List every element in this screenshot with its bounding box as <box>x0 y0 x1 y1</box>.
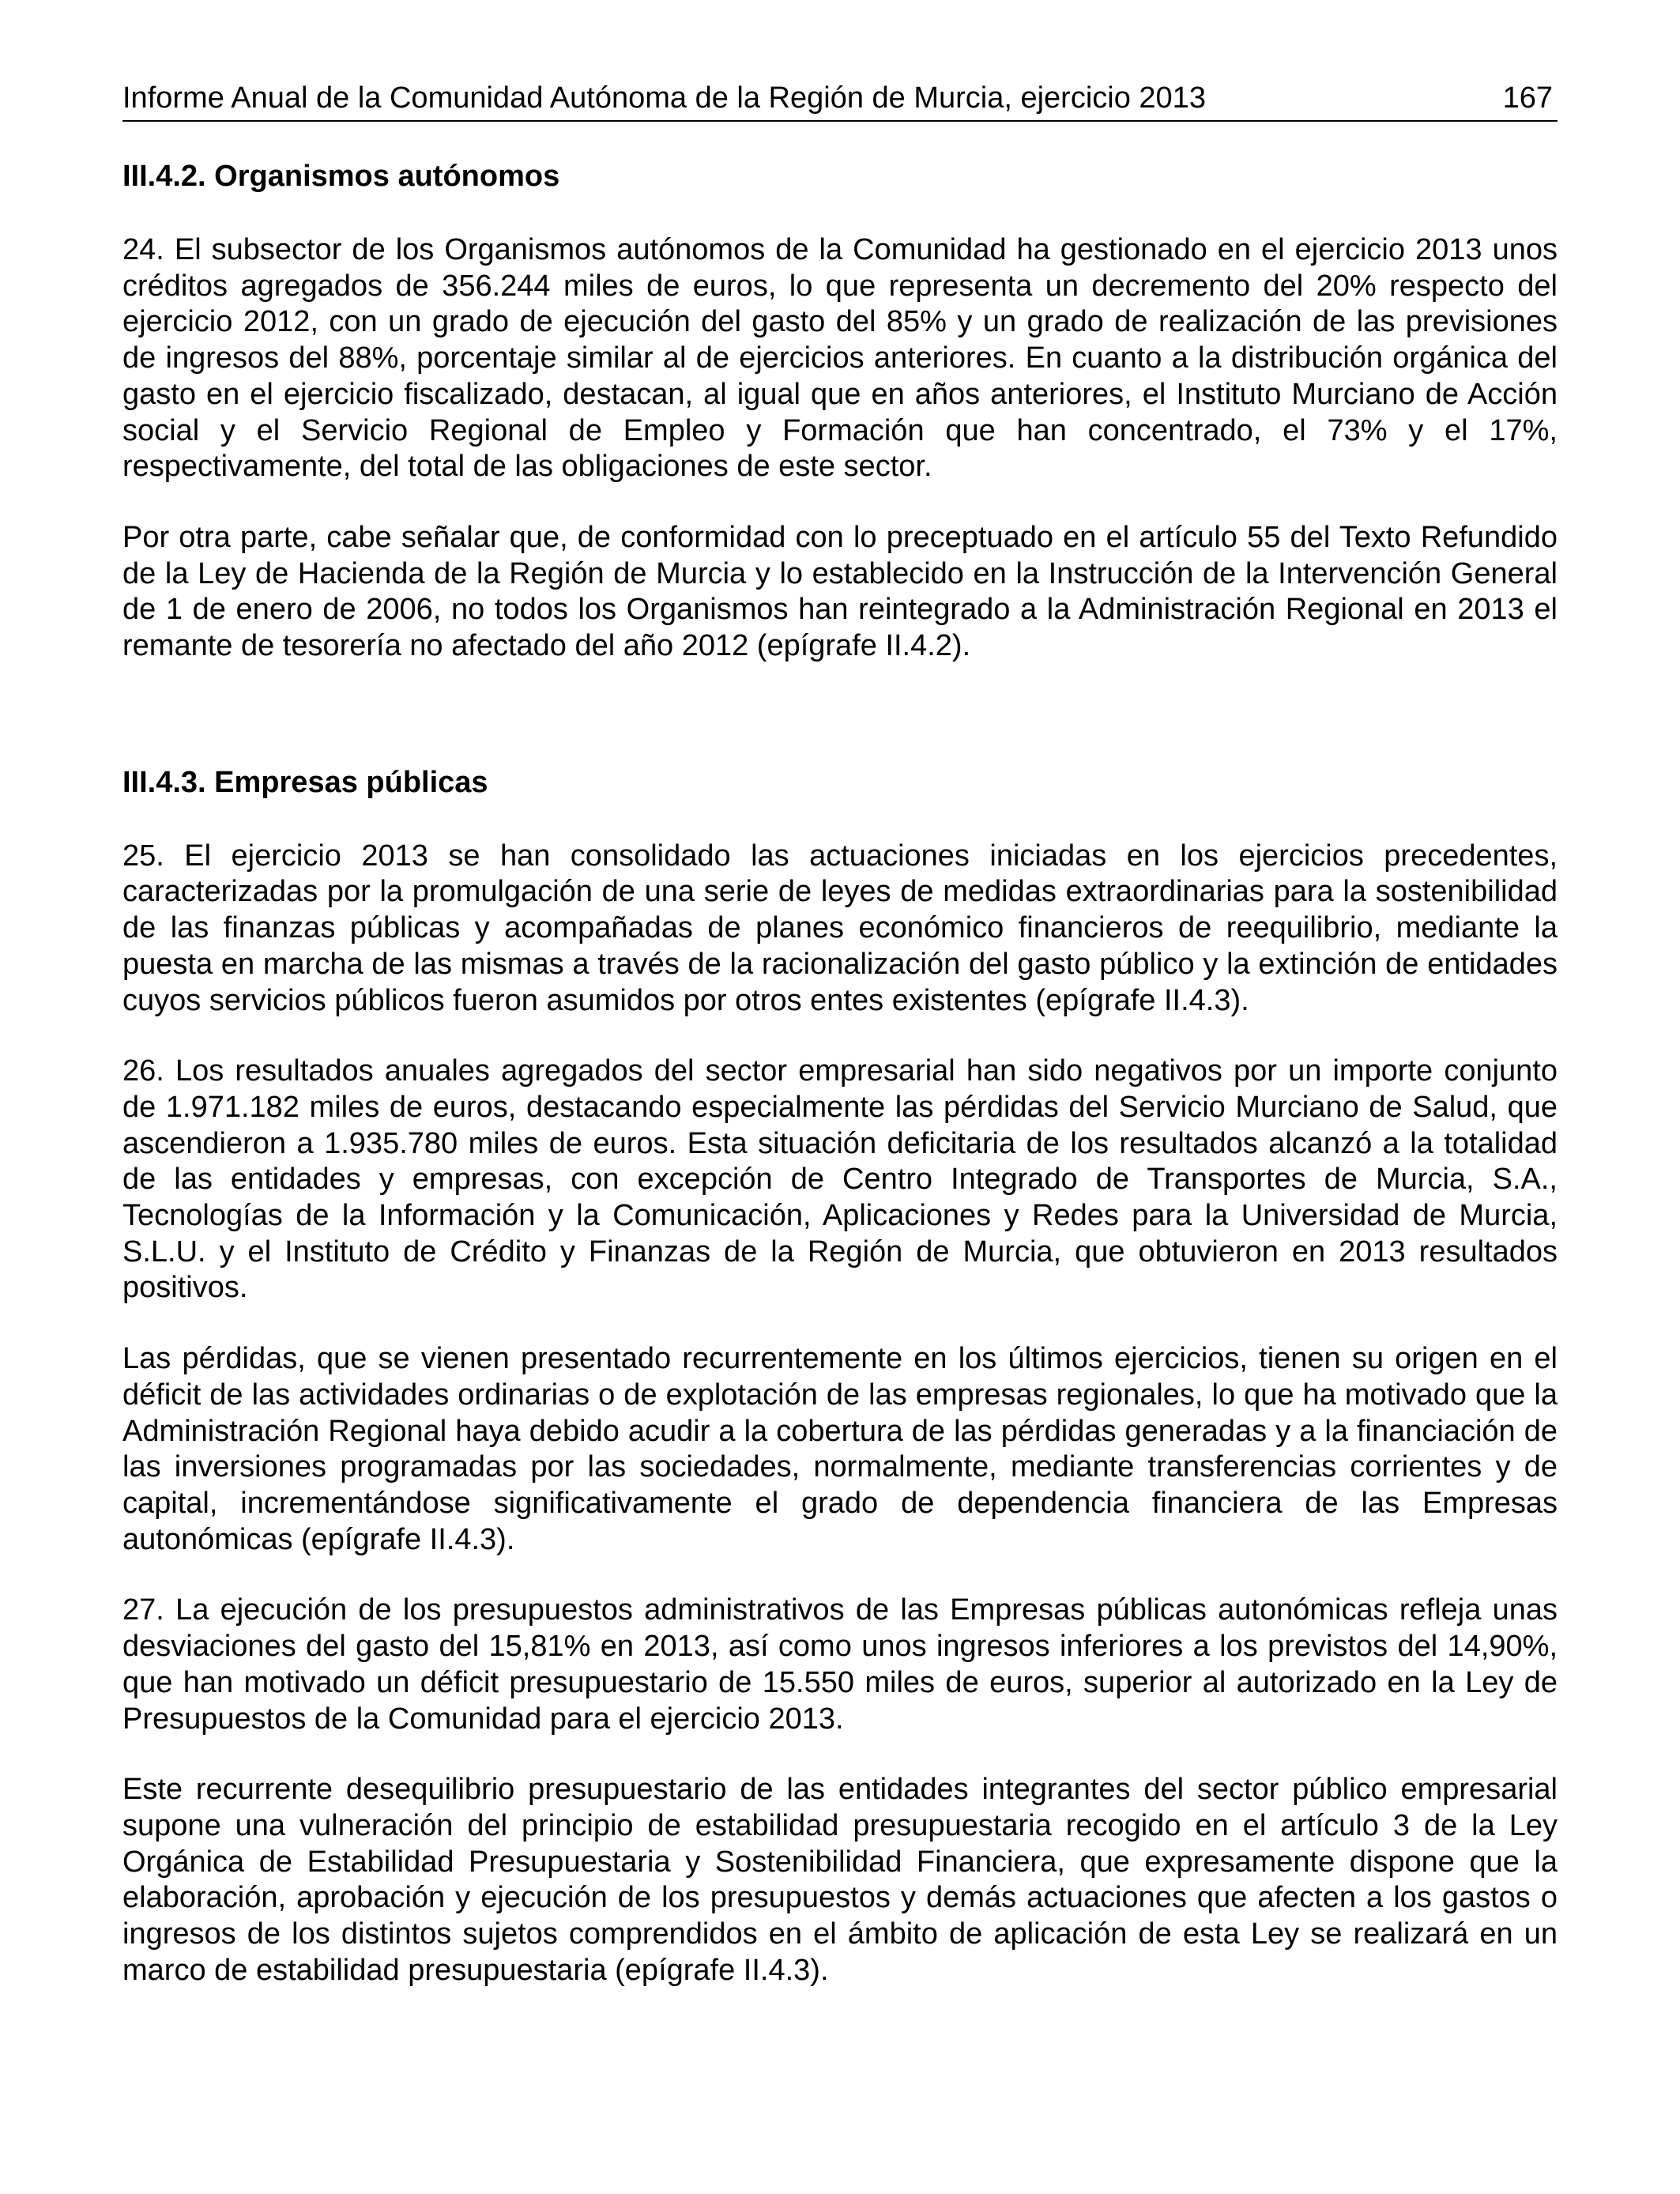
paragraph-27: 27. La ejecución de los presupuestos administrativos de las Empresas públicas autonómicas refleja unas desviaciones del gasto del 15,81% en 2013, así como unos ingresos inferiores a los previstos del 14,90%, que han motivado un déficit presupuestario de 15.550 miles de euros, superior al autorizado en la Ley de Presupuestos de la Comunidad para el ejercicio 2013. <box>122 1593 1558 1736</box>
paragraph-perdidas: Las pérdidas, que se vienen presentado recurrentemente en los últimos ejercicios, tienen su origen en el déficit de las actividades ordinarias o de explotación de las empresas regionales, lo que ha motivado que la Administración Regional haya debido acudir a la cobertura de las pérdidas generadas y a la financiación de las inversiones programadas por las sociedades, normalmente, mediante transferencias corrientes y de capital, incrementándose significativamente el grado de dependencia financiera de las Empresas autonómicas (epígrafe II.4.3). <box>122 1342 1558 1556</box>
section-heading-empresas: III.4.3. Empresas públicas <box>122 765 488 799</box>
paragraph-remanente: Por otra parte, cabe señalar que, de conformidad con lo preceptuado en el artículo 55 del Texto Refundido de la Ley de Hacienda de la Región de Murcia y lo establecido en la Instrucción de la Intervención General de 1 de enero de 2006, no todos los Organismos han reintegrado a la Administración Regional en 2013 el remante de tesorería no afectado del año 2012 (epígrafe II.4.2). <box>122 520 1558 663</box>
paragraph-desequilibrio: Este recurrente desequilibrio presupuestario de las entidades integrantes del sector público empresarial supone una vulneración del principio de estabilidad presupuestaria recogido en el artículo 3 de la Ley Orgánica de Estabilidad Presupuestaria y Sostenibilidad Financiera, que expresamente dispone que la elaboración, aprobación y ejecución de los presupuestos y demás actuaciones que afecten a los gastos o ingresos de los distintos sujetos comprendidos en el ámbito de aplicación de esta Ley se realizará en un marco de estabilidad presupuestaria (epígrafe II.4.3). <box>122 1773 1558 1987</box>
report-title: Informe Anual de la Comunidad Autónoma de la Región de Murcia, ejercicio 2013 <box>122 81 1206 115</box>
running-header <box>122 76 1558 122</box>
paragraph-26: 26. Los resultados anuales agregados del sector empresarial han sido negativos por un importe conjunto de 1.971.182 miles de euros, destacando especialmente las pérdidas del Servicio Murciano de Salud, que ascendieron a 1.935.780 miles de euros. Esta situación deficitaria de los resultados alcanzó a la totalidad de las entidades y empresas, con excepción de Centro Integrado de Transportes de Murcia, S.A., Tecnologías de la Información y la Comunicación, Aplicaciones y Redes para la Universidad de Murcia, S.L.U. y el Instituto de Crédito y Finanzas de la Región de Murcia, que obtuvieron en 2013 resultados positivos. <box>122 1054 1558 1305</box>
page-number: 167 <box>1502 81 1553 115</box>
section-heading-organismos: III.4.2. Organismos autónomos <box>122 160 560 193</box>
paragraph-25: 25. El ejercicio 2013 se han consolidado las actuaciones iniciadas en los ejercicios precedentes, caracterizadas por la promulgación de una serie de leyes de medidas extraordinarias para la sostenibilidad de las finanzas públicas y acompañadas de planes económico financieros de reequilibrio, mediante la puesta en marcha de las mismas a través de la racionalización del gasto público y la extinción de entidades cuyos servicios públicos fueron asumidos por otros entes existentes (epígrafe II.4.3). <box>122 839 1558 1017</box>
document-body <box>122 155 1558 1989</box>
paragraph-24: 24. El subsector de los Organismos autónomos de la Comunidad ha gestionado en el ejercicio 2013 unos créditos agregados de 356.244 miles de euros, lo que representa un decremento del 20% respecto del ejercicio 2012, con un grado de ejecución del gasto del 85% y un grado de realización de las previsiones de ingresos del 88%, porcentaje similar al de ejercicios anteriores. En cuanto a la distribución orgánica del gasto en el ejercicio fiscalizado, destacan, al igual que en años anteriores, el Instituto Murciano de Acción social y el Servicio Regional de Empleo y Formación que han concentrado, el 73% y el 17%, respectivamente, del total de las obligaciones de este sector. <box>122 233 1558 484</box>
